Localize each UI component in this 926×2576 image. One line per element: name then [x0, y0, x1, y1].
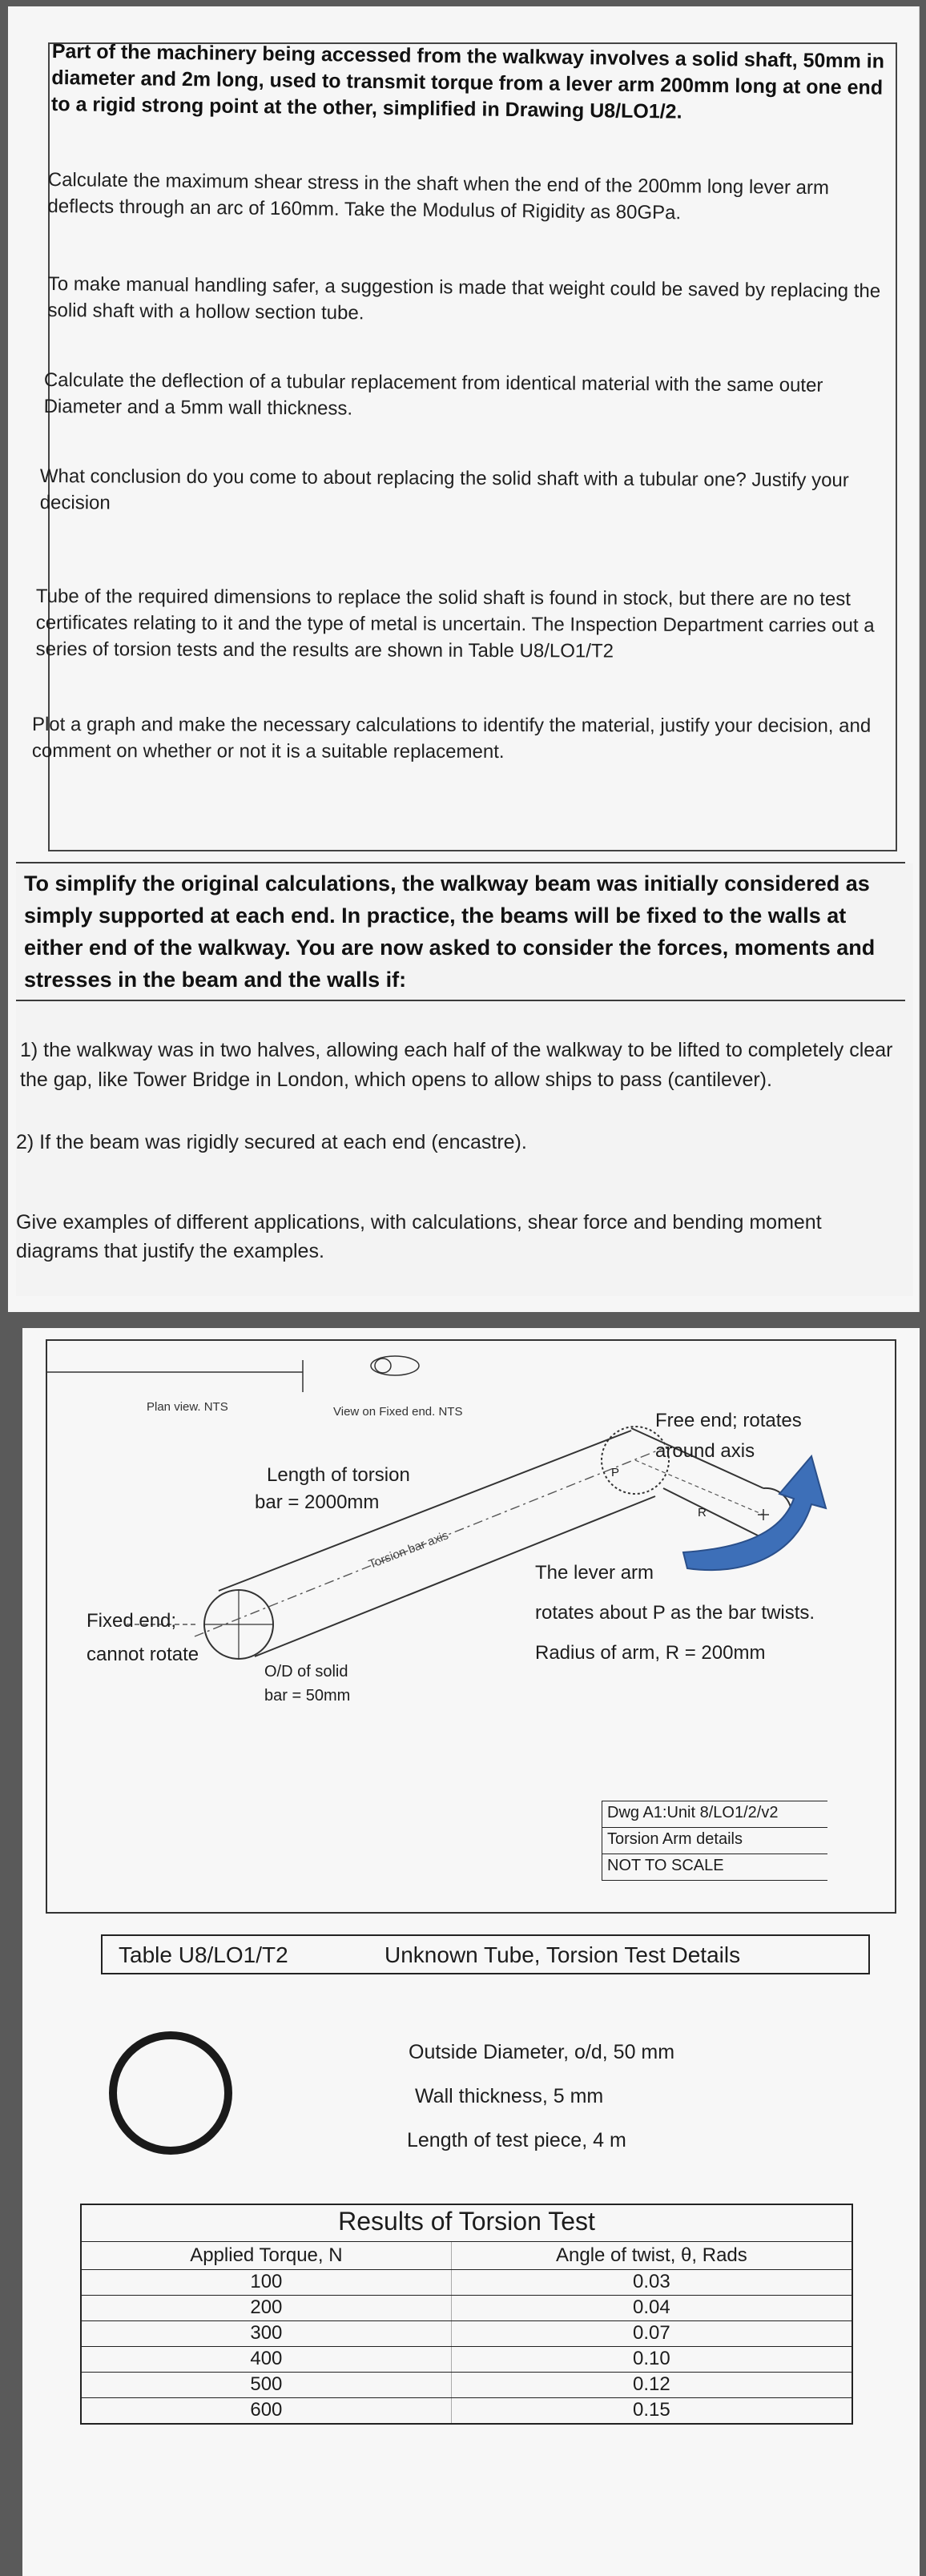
end-view-circle: [375, 1358, 391, 1373]
question-plot-graph: Plot a graph and make the necessary calculations to identify the material, justify your decision, and comment on whether or not it is a suitable replacement.: [31, 714, 872, 763]
radius-r-label: R: [698, 1506, 707, 1519]
table-row: [82, 2346, 852, 2372]
section-mid-rule: [16, 1000, 905, 1001]
lever-arm-label-1: The lever arm: [535, 1562, 654, 1584]
table-row: [82, 2372, 852, 2397]
question-tube-stock: Tube of the required dimensions to replace the solid shaft is found in stock, but there are no test certificates relating to it and the type of metal is uncertain. The Inspection Department carries out a series of torsion tests and the results are shown in Table U8/LO1/T2: [35, 586, 875, 662]
torque-cell: 500: [82, 2372, 451, 2397]
table-caption: [101, 1934, 870, 1974]
results-title: Results of Torsion Test: [82, 2205, 852, 2242]
col-applied-torque: Applied Torque, N: [82, 2242, 451, 2269]
question-shear-stress: Calculate the maximum shear stress in the shaft when the end of the 200mm long lever arm deflects through an arc of 160mm. Take the Modulus of Rigidity as 80GPa.: [47, 168, 830, 224]
torque-cell: 100: [82, 2269, 451, 2295]
fixed-end-label-1: Fixed end;: [87, 1610, 177, 1632]
od-label-2: bar = 50mm: [264, 1687, 351, 1705]
table-row: [82, 2269, 852, 2295]
free-end-label-1: Free end; rotates: [655, 1410, 802, 1431]
fixed-end-label-2: cannot rotate: [87, 1644, 199, 1665]
plan-view-label: Plan view. NTS: [147, 1400, 228, 1414]
torque-cell: 400: [82, 2346, 451, 2372]
od-label-1: O/D of solid: [264, 1663, 348, 1680]
angle-cell: 0.15: [633, 2399, 670, 2421]
question-beam-simplify: To simplify the original calculations, the walkway beam was initially considered as simply supported at each end. In practice, the beams will be fixed to the walls at either end of the walkway. You are now asked to consider the forces, moments and stresses in the beam and the walls if:: [24, 871, 876, 992]
question-tube-deflection: Calculate the deflection of a tubular replacement from identical material with the same outer Diameter and a 5mm wall thickness.: [43, 368, 823, 420]
title-block-title: Torsion Arm details: [602, 1828, 827, 1854]
torque-cell: 300: [82, 2320, 451, 2346]
section-top-rule: [16, 862, 905, 863]
angle-cell: 0.03: [451, 2269, 852, 2295]
question-cantilever: 1) the walkway was in two halves, allowing each half of the walkway to be lifted to completely clear the gap, like Tower Bridge in London, which opens to allow ships to pass (cantilever).: [20, 1039, 893, 1091]
end-view-ellipse: [371, 1356, 419, 1375]
title-block-scale: NOT TO SCALE: [602, 1854, 827, 1881]
assignment-page-top: [8, 6, 920, 1312]
col-angle-of-twist: Angle of twist, θ, Rads: [451, 2242, 852, 2269]
question-encastre: 2) If the beam was rigidly secured at each end (encastre).: [16, 1131, 527, 1153]
question-conclusion: What conclusion do you come to about replacing the solid shaft with a tubular one? Justify your decision: [39, 465, 849, 514]
drawing-title-block: [602, 1801, 827, 1881]
bar-length-label-1: Length of torsion: [267, 1464, 410, 1486]
lever-arm-label-3: Radius of arm, R = 200mm: [535, 1642, 766, 1664]
angle-cell: 0.04: [451, 2295, 852, 2320]
torsion-results-table: [80, 2204, 853, 2425]
question-intro: Part of the machinery being accessed from the walkway involves a solid shaft, 50mm in diameter and 2m long, used to transmit torque from a lever arm 200mm long at one end to a rigid strong point at the other, simplified in Drawing U8/LO1/2.: [50, 39, 885, 123]
table-title: Unknown Tube, Torsion Test Details: [384, 1942, 741, 1967]
table-row: [82, 2320, 852, 2346]
table-row: [82, 2397, 852, 2423]
tube-test-length: Length of test piece, 4 m: [407, 2129, 626, 2151]
results-header-row: [82, 2242, 852, 2269]
angle-cell: 0.12: [451, 2372, 852, 2397]
title-block-drawing-number: Dwg A1:Unit 8/LO1/2/v2: [602, 1801, 827, 1828]
tube-section-icon: [113, 2035, 228, 2151]
results-grid: [82, 2242, 852, 2423]
view-fixed-end-label: View on Fixed end. NTS: [333, 1405, 463, 1419]
lever-arm-lower: [663, 1488, 767, 1540]
table-row: [82, 2295, 852, 2320]
question-hollow-suggestion: To make manual handling safer, a suggestion is made that weight could be saved by replacing the solid shaft with a hollow section tube.: [47, 272, 881, 324]
table-id: Table U8/LO1/T2: [119, 1942, 288, 1967]
tube-wall-thickness: Wall thickness, 5 mm: [415, 2085, 604, 2107]
bar-length-label-2: bar = 2000mm: [255, 1491, 380, 1513]
angle-cell: 0.10: [451, 2346, 852, 2372]
torsion-axis-label: Torsion bar axis: [367, 1528, 451, 1572]
angle-cell: 0.07: [451, 2320, 852, 2346]
free-end-label-2: around axis: [655, 1440, 755, 1462]
lever-arm-label-2: rotates about P as the bar twists.: [535, 1602, 815, 1624]
pivot-p-label: P: [611, 1466, 620, 1479]
question-examples: Give examples of different applications, with calculations, shear force and bending moment diagrams that justify the examples.: [16, 1211, 822, 1262]
torque-cell: 200: [82, 2295, 451, 2320]
drawing-page-bottom: [22, 1328, 920, 2576]
tube-outside-diameter: Outside Diameter, o/d, 50 mm: [409, 2041, 675, 2063]
torque-cell: 600: [82, 2397, 451, 2423]
